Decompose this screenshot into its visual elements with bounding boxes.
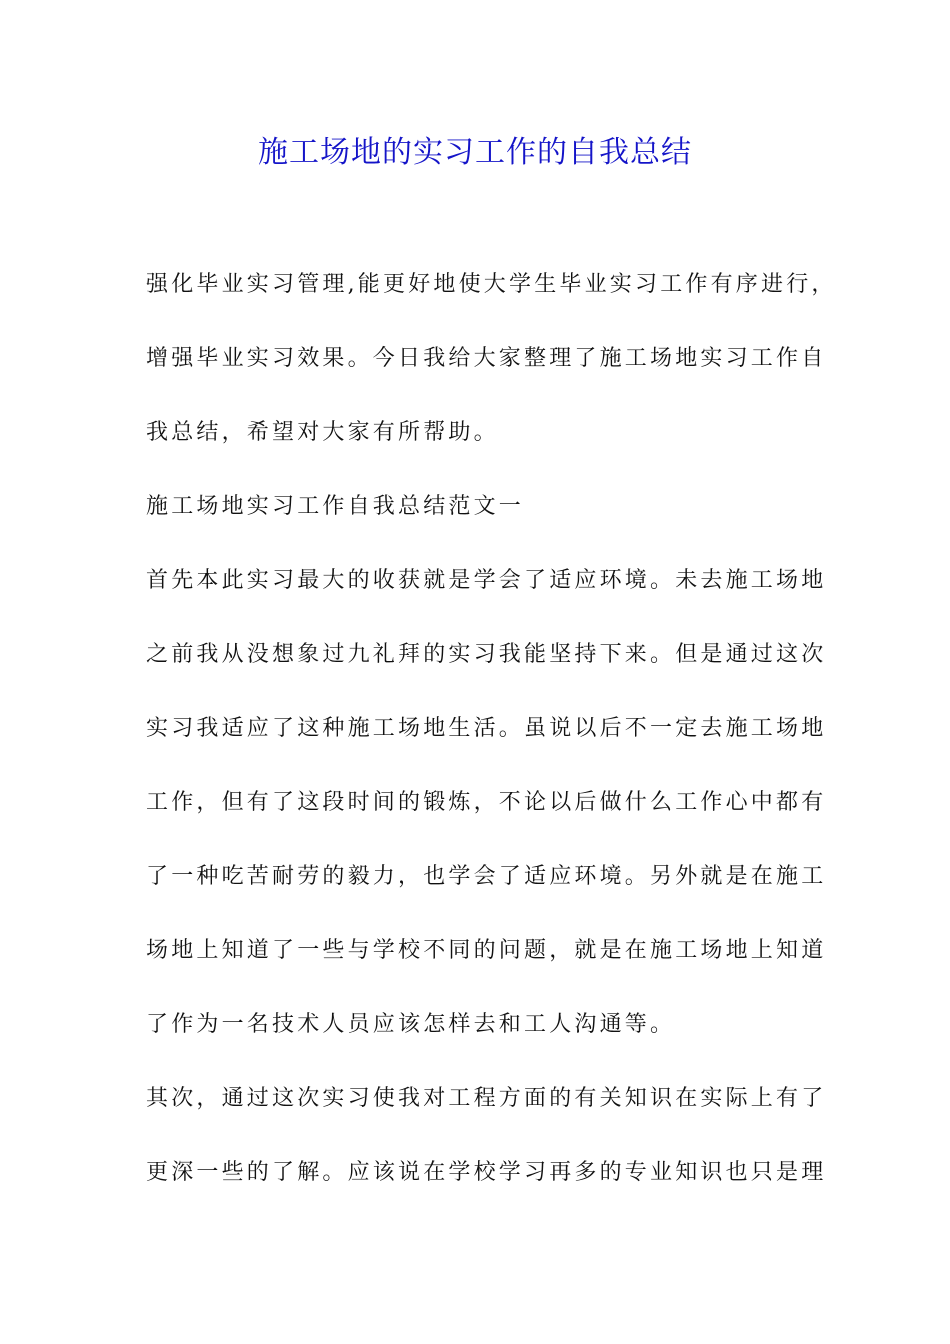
body-line-12: 其次，通过这次实习使我对工程方面的有关知识在实际上有了 xyxy=(146,1086,827,1111)
document-body xyxy=(146,248,837,1210)
body-line-1: 强化毕业实习管理,能更好地使大学生毕业实习工作有序进行， xyxy=(146,272,837,297)
body-line-11: 了作为一名技术人员应该怎样去和工人沟通等。 xyxy=(146,1012,676,1037)
body-line-5: 首先本此实习最大的收获就是学会了适应环境。未去施工场地 xyxy=(146,568,827,593)
body-line-6: 之前我从没想象过九礼拜的实习我能坚持下来。但是通过这次 xyxy=(146,642,827,667)
body-line-13: 更深一些的了解。应该说在学校学习再多的专业知识也只是理 xyxy=(146,1160,827,1185)
body-line-8: 工作，但有了这段时间的锻炼，不论以后做什么工作心中都有 xyxy=(146,790,827,815)
body-line-3: 我总结，希望对大家有所帮助。 xyxy=(146,420,499,445)
document-title: 施工场地的实习工作的自我总结 xyxy=(258,135,692,170)
body-line-10: 场地上知道了一些与学校不同的问题，就是在施工场地上知道 xyxy=(146,938,827,963)
body-line-2: 增强毕业实习效果。今日我给大家整理了施工场地实习工作自 xyxy=(146,346,827,371)
body-line-9: 了一种吃苦耐劳的毅力，也学会了适应环境。另外就是在施工 xyxy=(146,864,827,889)
body-line-7: 实习我适应了这种施工场地生活。虽说以后不一定去施工场地 xyxy=(146,716,827,741)
section-heading: 施工场地实习工作自我总结范文一 xyxy=(146,494,525,519)
